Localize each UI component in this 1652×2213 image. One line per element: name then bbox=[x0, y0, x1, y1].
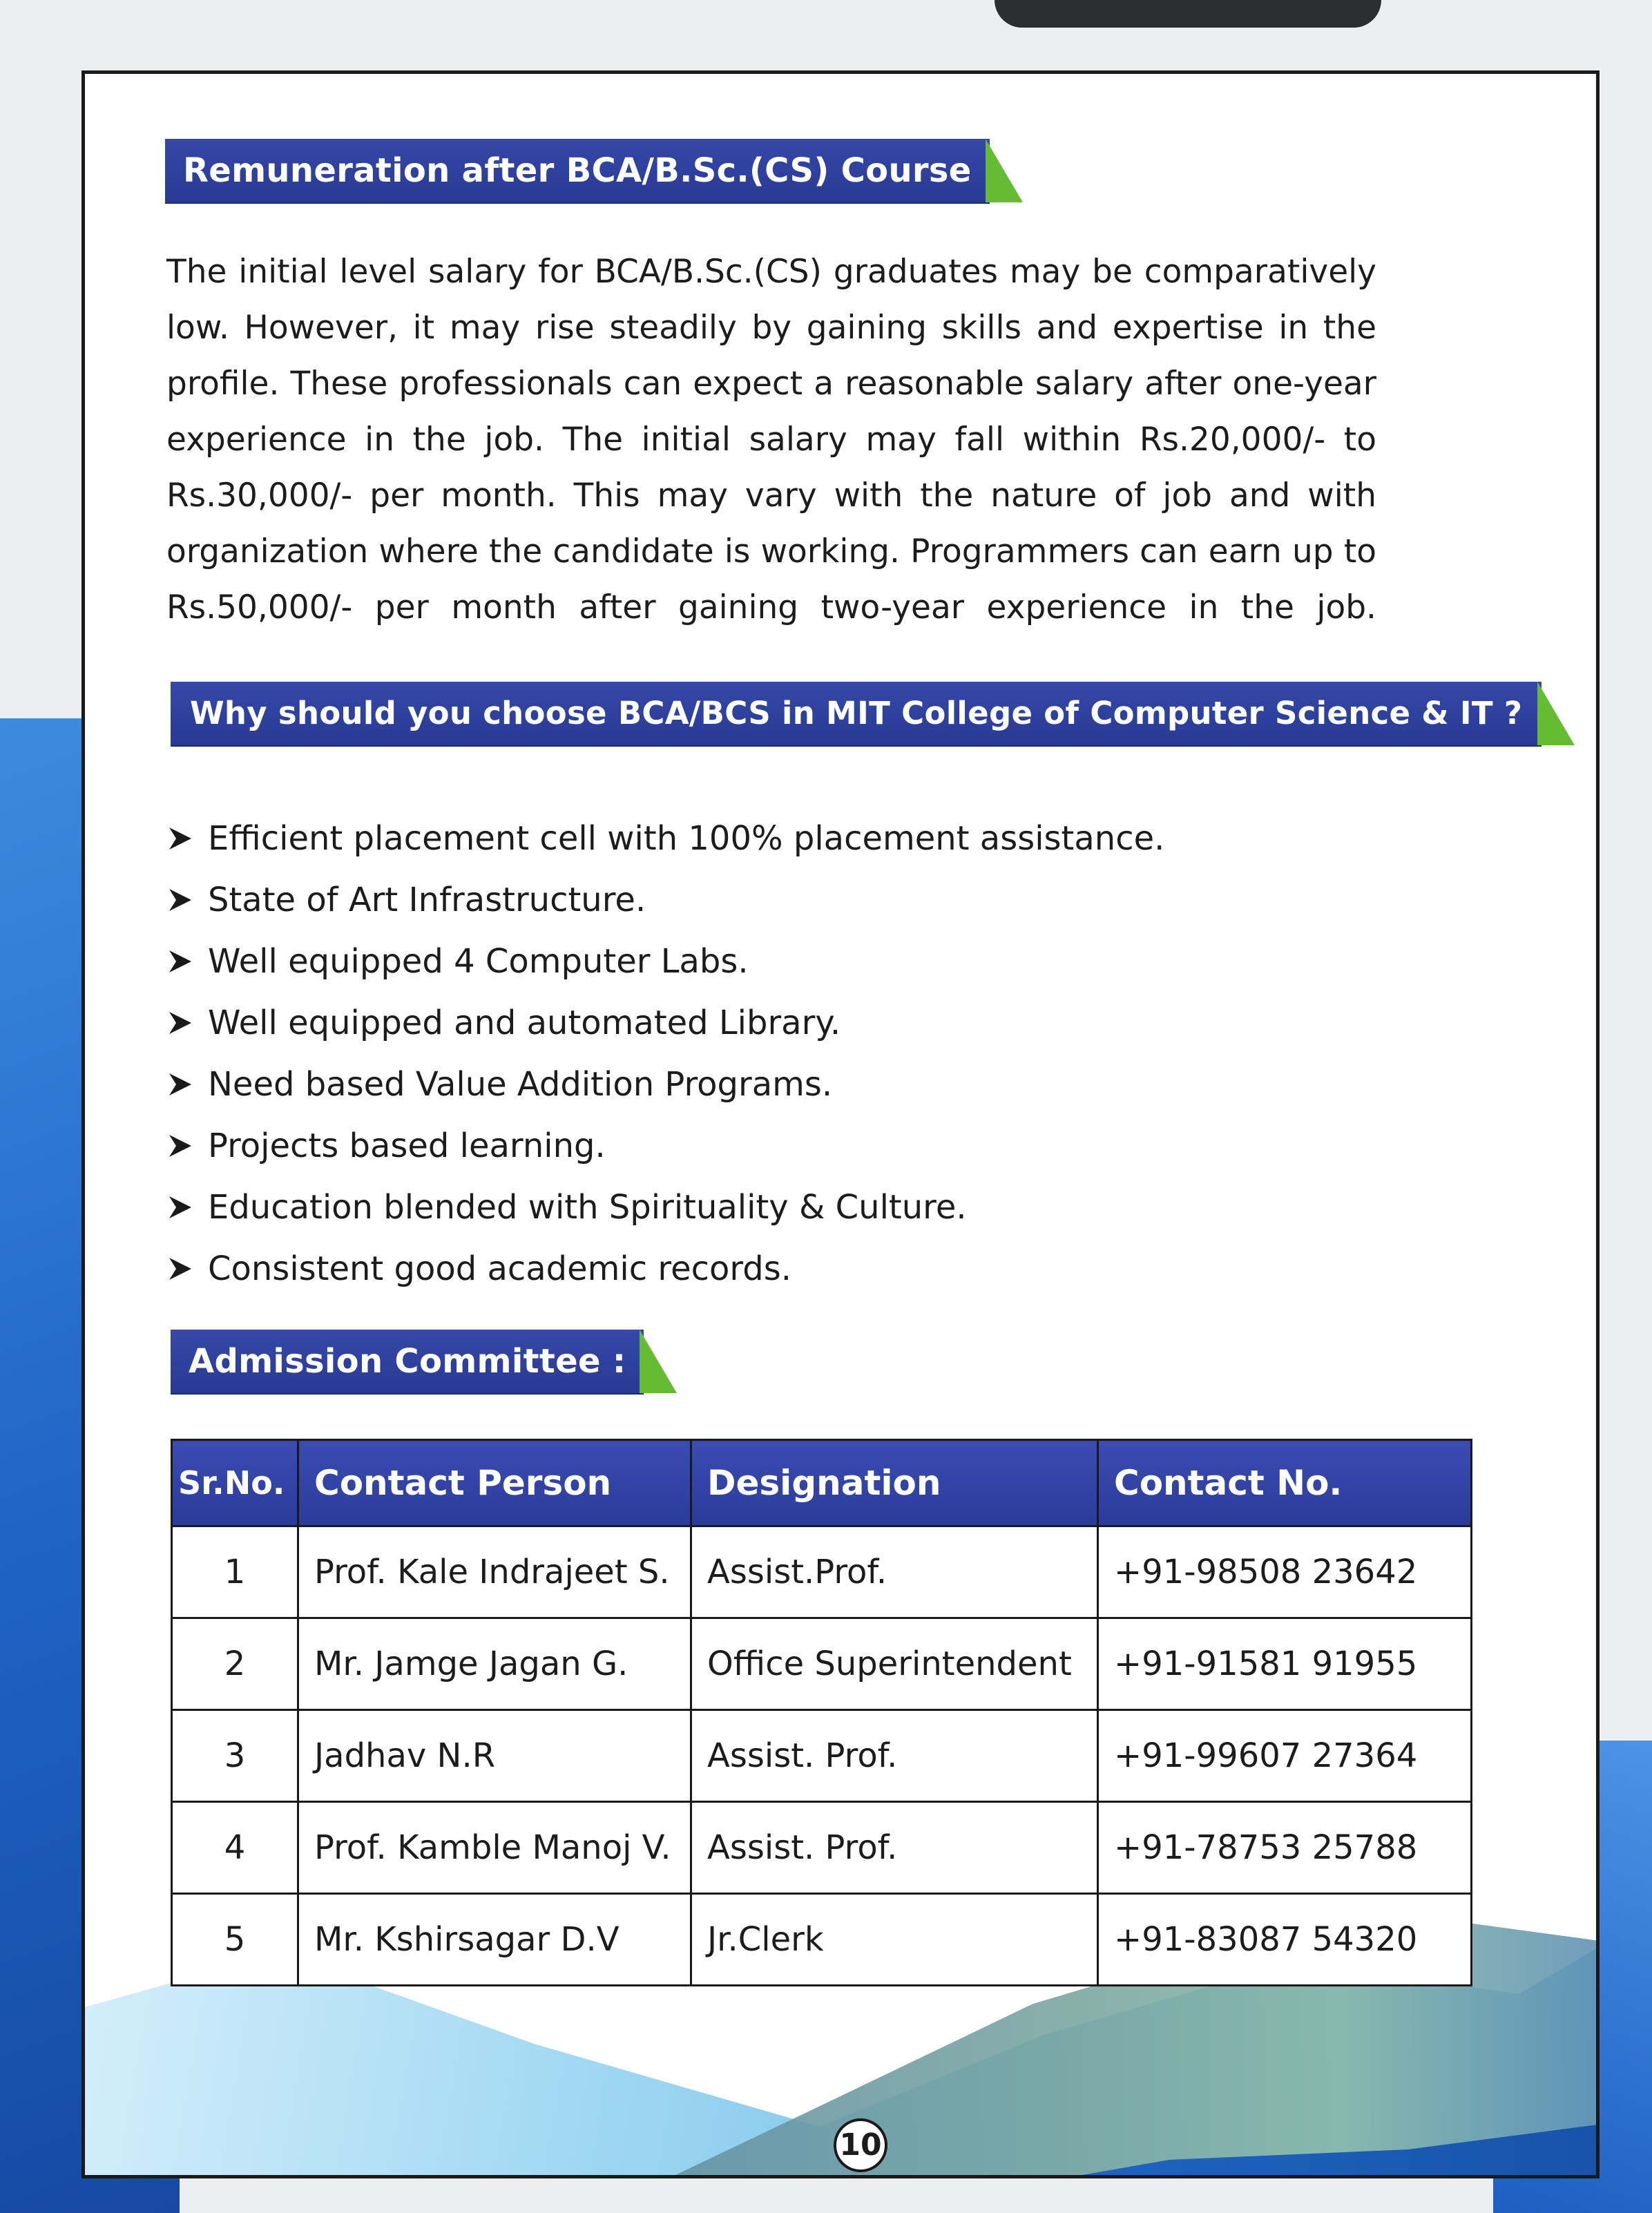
column-header-srno: Sr.No. bbox=[172, 1440, 298, 1526]
arrow-bullet-icon bbox=[166, 1071, 194, 1098]
arrow-bullet-icon bbox=[166, 1009, 194, 1037]
remuneration-heading bbox=[165, 139, 1023, 202]
table-row bbox=[172, 1802, 1472, 1894]
admission-committee-heading bbox=[171, 1330, 677, 1393]
arrow-bullet-icon bbox=[166, 886, 194, 914]
brochure-page bbox=[81, 70, 1600, 2178]
cell-contact-person: Mr. Jamge Jagan G. bbox=[298, 1618, 691, 1710]
list-item bbox=[166, 807, 1164, 869]
arrow-bullet-icon bbox=[166, 1255, 194, 1283]
list-item-text: Efficient placement cell with 100% placement assistance. bbox=[208, 818, 1165, 858]
admission-committee-heading-label: Admission Committee : bbox=[171, 1330, 644, 1393]
table-header-row bbox=[172, 1440, 1472, 1526]
cell-contact-no: +91-78753 25788 bbox=[1098, 1802, 1472, 1894]
why-choose-list bbox=[166, 807, 1164, 1299]
why-choose-heading-label: Why should you choose BCA/BCS in MIT College of Computer Science & IT ? bbox=[171, 682, 1541, 745]
heading-accent-triangle bbox=[640, 1330, 677, 1393]
cell-contact-no: +91-91581 91955 bbox=[1098, 1618, 1472, 1710]
cell-designation: Jr.Clerk bbox=[691, 1894, 1098, 1986]
list-item-text: Well equipped 4 Computer Labs. bbox=[208, 941, 749, 981]
list-item bbox=[166, 1238, 1164, 1299]
cell-designation: Assist.Prof. bbox=[691, 1526, 1098, 1618]
cell-srno: 2 bbox=[172, 1618, 298, 1710]
admission-committee-table bbox=[171, 1439, 1472, 1986]
cell-contact-no: +91-98508 23642 bbox=[1098, 1526, 1472, 1618]
cell-srno: 1 bbox=[172, 1526, 298, 1618]
list-item-text: Well equipped and automated Library. bbox=[208, 1003, 841, 1042]
paragraph-line: profile. These professionals can expect a reasonable salary after one-year bbox=[166, 365, 1376, 403]
cell-designation: Assist. Prof. bbox=[691, 1710, 1098, 1802]
cell-designation: Office Superintendent bbox=[691, 1618, 1098, 1710]
list-item bbox=[166, 1115, 1164, 1176]
table-row bbox=[172, 1618, 1472, 1710]
cell-contact-person: Prof. Kamble Manoj V. bbox=[298, 1802, 691, 1894]
remuneration-paragraph bbox=[166, 244, 1376, 635]
list-item-text: Need based Value Addition Programs. bbox=[208, 1064, 833, 1104]
page-number: 10 bbox=[834, 2118, 887, 2172]
cell-contact-person: Prof. Kale Indrajeet S. bbox=[298, 1526, 691, 1618]
paragraph-line: organization where the candidate is working. Programmers can earn up to bbox=[166, 533, 1376, 571]
paragraph-line: The initial level salary for BCA/B.Sc.(CS) graduates may be comparatively bbox=[166, 253, 1376, 291]
paragraph-line: experience in the job. The initial salary may fall within Rs.20,000/- to bbox=[166, 421, 1376, 459]
table-row bbox=[172, 1526, 1472, 1618]
arrow-bullet-icon bbox=[166, 948, 194, 975]
cell-srno: 4 bbox=[172, 1802, 298, 1894]
arrow-bullet-icon bbox=[166, 1194, 194, 1221]
list-item bbox=[166, 992, 1164, 1053]
remuneration-heading-label: Remuneration after BCA/B.Sc.(CS) Course bbox=[165, 139, 990, 202]
list-item bbox=[166, 930, 1164, 992]
arrow-bullet-icon bbox=[166, 825, 194, 852]
cell-contact-person: Jadhav N.R bbox=[298, 1710, 691, 1802]
list-item-text: State of Art Infrastructure. bbox=[208, 880, 646, 919]
arrow-bullet-icon bbox=[166, 1132, 194, 1160]
table-row bbox=[172, 1710, 1472, 1802]
column-header-contact-person: Contact Person bbox=[298, 1440, 691, 1526]
list-item-text: Consistent good academic records. bbox=[208, 1249, 791, 1288]
paragraph-line: low. However, it may rise steadily by gaining skills and expertise in the bbox=[166, 309, 1376, 347]
cell-contact-no: +91-99607 27364 bbox=[1098, 1710, 1472, 1802]
paragraph-line: Rs.30,000/- per month. This may vary with the nature of job and with bbox=[166, 477, 1376, 515]
column-header-contact-no: Contact No. bbox=[1098, 1440, 1472, 1526]
list-item-text: Projects based learning. bbox=[208, 1126, 606, 1165]
cell-srno: 3 bbox=[172, 1710, 298, 1802]
heading-accent-triangle bbox=[1537, 682, 1575, 745]
table-row bbox=[172, 1894, 1472, 1986]
background-dark-object bbox=[995, 0, 1381, 28]
cell-designation: Assist. Prof. bbox=[691, 1802, 1098, 1894]
cell-srno: 5 bbox=[172, 1894, 298, 1986]
list-item bbox=[166, 869, 1164, 930]
column-header-designation: Designation bbox=[691, 1440, 1098, 1526]
paragraph-line: Rs.50,000/- per month after gaining two-year experience in the job. bbox=[166, 588, 1376, 626]
cell-contact-no: +91-83087 54320 bbox=[1098, 1894, 1472, 1986]
list-item-text: Education blended with Spirituality & Culture. bbox=[208, 1187, 967, 1227]
heading-accent-triangle bbox=[986, 139, 1023, 202]
why-choose-heading bbox=[171, 682, 1575, 745]
cell-contact-person: Mr. Kshirsagar D.V bbox=[298, 1894, 691, 1986]
list-item bbox=[166, 1053, 1164, 1115]
list-item bbox=[166, 1176, 1164, 1238]
